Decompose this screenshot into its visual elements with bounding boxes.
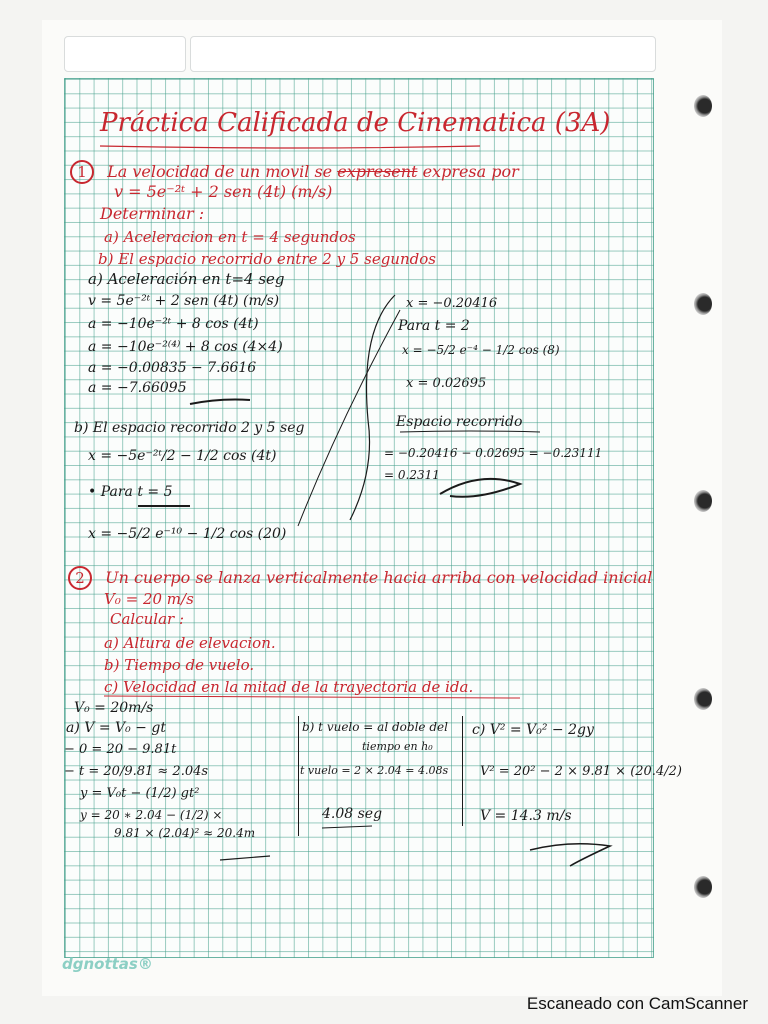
side-para-2: Para t = 2	[398, 318, 470, 334]
side-x1: x = −0.20416	[406, 296, 498, 311]
col-b-line-1: b) t vuelo = al doble del	[302, 720, 448, 734]
problem-2-given: V₀ = 20m/s	[74, 700, 154, 716]
recorrido-underline	[400, 431, 540, 432]
col-a-line-3: − t = 20/9.81 ≈ 2.04s	[64, 764, 209, 779]
result-a-underline	[190, 400, 250, 405]
col-b-line-4: 4.08 seg	[322, 806, 383, 822]
sol-a-line-5: a = −7.66095	[88, 380, 187, 396]
brace-curve	[350, 295, 395, 520]
sol-b-para-5: • Para t = 5	[88, 484, 173, 500]
problem-2-text: Un cuerpo se lanza verticalmente hacia arriba con velocidad inicial	[105, 568, 653, 587]
scribble-2	[530, 844, 610, 866]
sol-a-line-1: v = 5e⁻²ᵗ + 2 sen (4t) (m/s)	[88, 293, 280, 309]
scribble-1	[440, 479, 520, 497]
side-calc-2: = 0.2311	[384, 468, 440, 482]
col-a-line-1: a) V = V₀ − gt	[66, 720, 166, 736]
col-c-line-1: c) V² = V₀² − 2gy	[472, 722, 594, 738]
col-c-line-3: V = 14.3 m/s	[480, 808, 572, 824]
problem-2-number: 2	[68, 566, 92, 590]
col-a-line-5: y = 20 ∗ 2.04 − (1/2) ×	[80, 808, 223, 822]
col-b-line-2: tiempo en h₀	[362, 740, 433, 753]
problem-2-v0: V₀ = 20 m/s	[104, 590, 194, 608]
calcular-label: Calcular :	[110, 610, 185, 628]
sol-a-line-4: a = −0.00835 − 7.6616	[88, 360, 257, 376]
problem-2-item-b: b) Tiempo de vuelo.	[104, 656, 255, 674]
sol-a-heading: a) Aceleración en t=4 seg	[88, 270, 285, 288]
statement-struck: expresent	[337, 162, 418, 181]
side-recorrido-label: Espacio recorrido	[396, 414, 523, 430]
brand-logo: dgnottas®	[62, 955, 153, 973]
scanner-watermark: Escaneado con CamScanner	[526, 994, 748, 1013]
col-c-line-2: V² = 20² − 2 × 9.81 × (20.4/2)	[480, 764, 682, 779]
statement-post: expresa por	[422, 162, 519, 181]
side-calc-1: = −0.20416 − 0.02695 = −0.23111	[384, 446, 603, 460]
problem-1-item-a: a) Aceleracion en t = 4 segundos	[104, 228, 356, 246]
sol-b-eq-2: x = −5/2 e⁻¹⁰ − 1/2 cos (20)	[88, 526, 287, 542]
problem-1-equation: v = 5e⁻²ᵗ + 2 sen (4t) (m/s)	[114, 182, 333, 201]
arrow-curve	[298, 310, 400, 526]
item-c-underline	[104, 696, 520, 698]
side-eq: x = −5/2 e⁻⁴ − 1/2 cos (8)	[402, 343, 560, 357]
col-b-line-3: t vuelo = 2 × 2.04 = 4.08s	[300, 764, 449, 777]
col-a-line-6: 9.81 × (2.04)² ≈ 20.4m	[114, 826, 256, 840]
problem-1-number: 1	[70, 160, 94, 184]
sol-b-heading: b) El espacio recorrido 2 y 5 seg	[74, 420, 305, 436]
sol-b-eq-1: x = −5e⁻²ᵗ/2 − 1/2 cos (4t)	[88, 448, 277, 464]
problem-2-item-c: c) Velocidad en la mitad de la trayectoria de ida.	[104, 678, 474, 696]
page-title: Práctica Calificada de Cinematica (3A)	[100, 108, 611, 138]
col-a-underline	[220, 856, 270, 860]
sol-a-line-2: a = −10e⁻²ᵗ + 8 cos (4t)	[88, 316, 259, 332]
side-x2: x = 0.02695	[406, 376, 487, 391]
title-underline	[100, 146, 480, 148]
problem-1-item-b: b) El espacio recorrido entre 2 y 5 segundos	[98, 250, 436, 268]
sol-a-line-3: a = −10e⁻²⁽⁴⁾ + 8 cos (4×4)	[88, 339, 283, 355]
col-a-line-4: y = V₀t − (1/2) gt²	[80, 786, 200, 801]
col-a-line-2: − 0 = 20 − 9.81t	[64, 742, 177, 757]
col-b-underline	[322, 826, 372, 828]
statement-pre: La velocidad de un movil se	[107, 162, 333, 181]
determine-label: Determinar :	[100, 204, 205, 223]
problem-2-item-a: a) Altura de elevacion.	[104, 634, 276, 652]
